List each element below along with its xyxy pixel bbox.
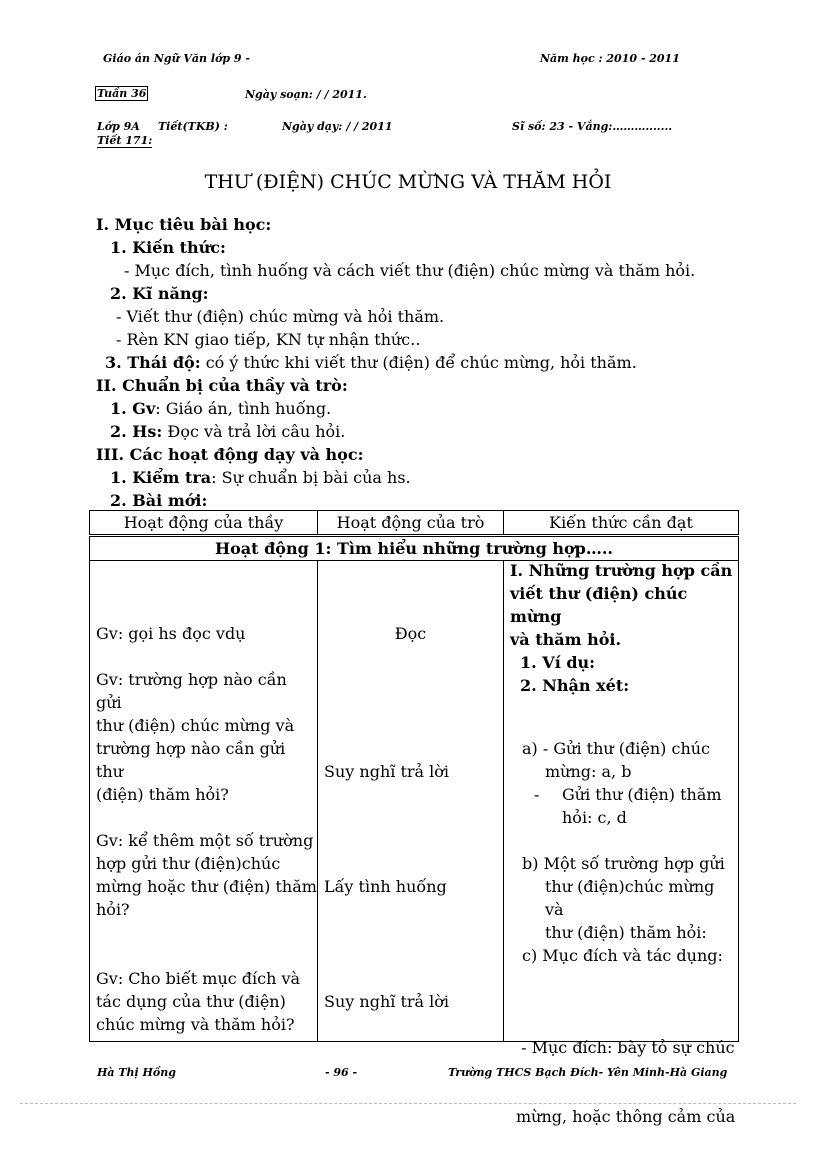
knowledge-b-line: b) Một số trường hợp gửi: [522, 854, 725, 873]
knowledge-a: [522, 737, 722, 829]
activity-title: Hoạt động 1: Tìm hiểu những trường hợp…..: [90, 536, 739, 561]
class-label: Lớp 9A: [97, 120, 140, 133]
prep-student-text: Đọc và trả lời câu hỏi.: [167, 422, 346, 441]
teacher-q2-line: trường hợp nào cần gửi thư: [96, 739, 286, 781]
skills-text-2: - Rèn KN giao tiếp, KN tự nhận thức..: [116, 330, 421, 349]
knowledge-a-line: hỏi: c, d: [562, 808, 627, 827]
subsection-attitude: 3. Thái độ:: [105, 353, 201, 372]
footer-author: Hà Thị Hồng: [97, 1066, 176, 1079]
knowledge-b-line: thư (điện) thăm hỏi:: [545, 923, 707, 942]
table-header-row: [90, 511, 739, 536]
prep-student-line: [110, 422, 345, 441]
prep-date: Ngày soạn: / / 2011.: [245, 88, 367, 101]
teacher-q3: [96, 829, 317, 921]
teacher-q2-line: Gv: trường hợp nào cần gửi: [96, 670, 287, 712]
table-row: [90, 561, 739, 1042]
knowledge-d-line: - Mục đích: bày tỏ sự chúc: [516, 1038, 735, 1057]
teacher-q1: Gv: gọi hs đọc vdụ: [96, 624, 246, 643]
knowledge-heading-line: viết thư (điện) chúc mừng: [510, 584, 688, 626]
teacher-q2-line: (điện) thăm hỏi?: [96, 785, 229, 804]
teacher-q3-line: Gv: kể thêm một số trường: [96, 831, 314, 850]
attendance: Sĩ số: 23 - Vắng:……….......: [512, 120, 673, 133]
prep-teacher-line: [110, 399, 331, 418]
student-r4: Suy nghĩ trả lời: [324, 992, 450, 1011]
teacher-q2: [96, 668, 317, 806]
prep-teacher-text: : Giáo án, tình huống.: [155, 399, 332, 418]
teacher-q4: [96, 967, 300, 1036]
teacher-q3-line: hỏi?: [96, 900, 130, 919]
teacher-cell: [90, 561, 318, 1042]
knowledge-a-line: mừng: a, b: [545, 762, 632, 781]
prep-teacher-label: 1. Gv: [110, 399, 156, 418]
section-activities: III. Các hoạt động dạy và học:: [96, 445, 364, 464]
header-student: Hoạt động của trò: [318, 511, 504, 536]
teacher-q3-line: hợp gửi thư (điện)chúc: [96, 854, 281, 873]
knowledge-b-line: thư (điện)chúc mừng và: [545, 877, 715, 919]
knowledge-d-line: mừng, hoặc thông cảm của: [516, 1107, 736, 1126]
prep-student-label: 2. Hs:: [110, 422, 163, 441]
student-cell: [318, 561, 504, 1042]
period-number: Tiết 171:: [97, 134, 153, 147]
student-r1: Đọc: [394, 624, 427, 643]
knowledge-a-line: a) - Gửi thư (điện) chúc: [522, 739, 711, 758]
teacher-q2-line: thư (điện) chúc mừng và: [96, 716, 295, 735]
student-r2: Suy nghĩ trả lời: [324, 762, 450, 781]
footer-school: Trường THCS Bạch Đích- Yên Minh-Hà Giang: [448, 1066, 728, 1079]
section-preparation: II. Chuẩn bị của thầy và trò:: [96, 376, 348, 395]
header-right: Năm học : 2010 - 2011: [540, 52, 680, 65]
knowledge-heading-line: I. Những trường hợp cần: [510, 561, 733, 580]
knowledge-a-sub: [522, 783, 722, 806]
knowledge-a-dash: -: [534, 785, 540, 804]
knowledge-heading-line: và thăm hỏi.: [510, 630, 622, 649]
period-tkb: Tiết(TKB) :: [158, 120, 228, 133]
header-knowledge: Kiến thức cần đạt: [504, 511, 739, 536]
page-title: THƯ (ĐIỆN) CHÚC MỪNG VÀ THĂM HỎI: [204, 171, 612, 193]
week-box: Tuần 36: [97, 87, 147, 100]
student-r3: Lấy tình huống: [324, 877, 447, 896]
subsection-knowledge: 1. Kiến thức:: [110, 238, 226, 257]
teacher-q4-line: Gv: Cho biết mục đích và: [96, 969, 301, 988]
knowledge-remark: 2. Nhận xét:: [520, 676, 630, 695]
teacher-q4-line: tác dụng của thư (điện): [96, 992, 286, 1011]
check-text: : Sự chuẩn bị bài của hs.: [211, 468, 411, 487]
knowledge-c: c) Mục đích và tác dụng:: [522, 946, 723, 965]
knowledge-text: - Mục đích, tình huống và cách viết thư (điện) chúc mừng và thăm hỏi.: [124, 261, 696, 280]
check-line: [110, 468, 411, 487]
page-edge-divider: [20, 1103, 796, 1104]
activity-row: [90, 536, 739, 561]
page-number: - 96 -: [325, 1066, 358, 1079]
new-lesson: 2. Bài mới:: [110, 491, 208, 510]
section-objectives: I. Mục tiêu bài học:: [96, 215, 272, 234]
teach-date: Ngày dạy: / / 2011: [282, 120, 393, 133]
knowledge-d: [516, 990, 735, 1174]
header-teacher: Hoạt động của thầy: [90, 511, 318, 536]
subsection-skills: 2. Kĩ năng:: [110, 284, 209, 303]
header-left: Giáo án Ngữ Văn lớp 9 -: [103, 52, 250, 65]
check-label: 1. Kiểm tra: [110, 468, 212, 487]
teacher-q4-line: chúc mừng và thăm hỏi?: [96, 1015, 295, 1034]
attitude-text: có ý thức khi viết thư (điện) để chúc mừng, hỏi thăm.: [205, 353, 637, 372]
knowledge-example: 1. Ví dụ:: [520, 653, 596, 672]
knowledge-a-line: Gửi thư (điện) thăm: [562, 785, 722, 804]
skills-text-1: - Viết thư (điện) chúc mừng và hỏi thăm.: [116, 307, 445, 326]
knowledge-heading: [510, 559, 738, 697]
attitude-line: [105, 353, 637, 372]
teacher-q3-line: mừng hoặc thư (điện) thăm: [96, 877, 317, 896]
knowledge-b: [522, 852, 738, 944]
